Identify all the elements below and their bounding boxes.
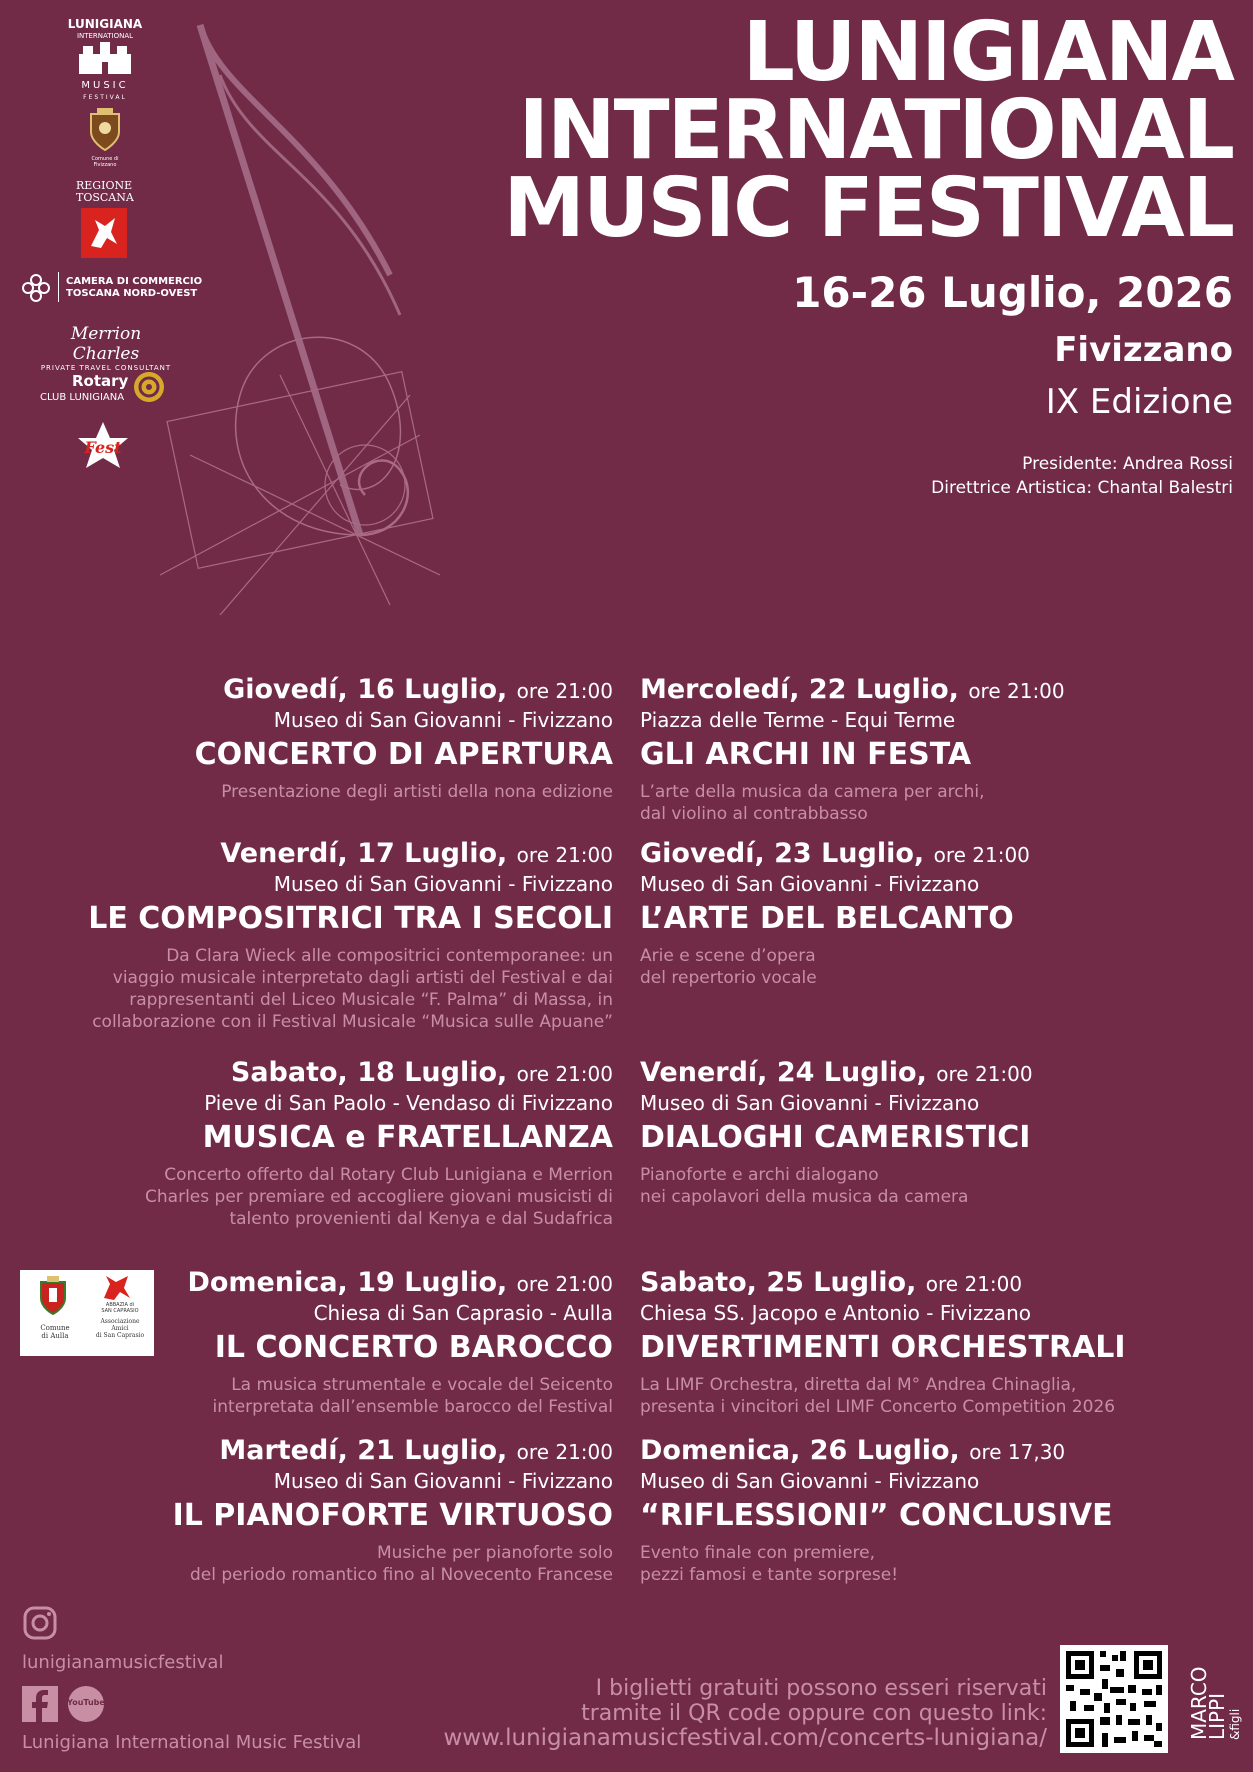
title-line-1: LUNIGIANA [742, 5, 1233, 100]
event-venue: Museo di San Giovanni - Fivizzano [640, 1091, 980, 1115]
event-title: DIALOGHI CAMERISTICI [640, 1120, 1031, 1155]
event-right-5 [640, 1435, 1240, 1586]
event-date: Venerdí, 24 Luglio, [640, 1057, 927, 1088]
pegasus-icon [81, 208, 127, 258]
festival-edition: IX Edizione [1045, 382, 1233, 422]
event-time: ore 21:00 [516, 1440, 613, 1464]
artistic-director: Direttrice Artistica: Chantal Balestri [931, 478, 1233, 498]
festival-dates: 16-26 Luglio, 2026 [792, 268, 1233, 317]
tickets-note: I biglietti gratuiti possono esseri riservati tramite il QR code oppure con questo link: www.lunigianamusicfestival.com/concerts-lunigiana/ [443, 1676, 1047, 1751]
event-right-1 [640, 674, 1240, 825]
event-date: Domenica, 26 Luglio, [640, 1435, 960, 1466]
facebook-icon[interactable] [22, 1686, 58, 1722]
title-line-3: MUSIC FESTIVAL [503, 161, 1233, 256]
event-date: Sabato, 18 Luglio, [230, 1057, 508, 1088]
festival-logo: LUNIGIANA INTERNATIONAL MUSIC FESTIVAL [67, 17, 143, 101]
festival-city: Fivizzano [1054, 330, 1233, 370]
event-title: IL PIANOFORTE VIRTUOSO [172, 1498, 613, 1533]
event-description: Evento finale con premiere, pezzi famosi e tante sorprese! [640, 1543, 899, 1585]
event-description: La LIMF Orchestra, diretta dal M° Andrea Chinaglia, presenta i vincitori del LIMF Concerto Competition 2026 [640, 1375, 1116, 1417]
event-description: Musiche per pianoforte solo del periodo romantico fino al Novecento Francese [189, 1543, 613, 1585]
instagram-icon[interactable] [22, 1605, 58, 1641]
event-date: Sabato, 25 Luglio, [640, 1267, 917, 1298]
event-time: ore 21:00 [936, 1062, 1033, 1086]
tickets-link[interactable]: www.lunigianamusicfestival.com/concerts-lunigiana/ [443, 1725, 1047, 1751]
regione-toscana-logo: REGIONE TOSCANA [76, 180, 132, 262]
event-venue: Museo di San Giovanni - Fivizzano [640, 872, 980, 896]
event-date: Giovedí, 23 Luglio, [640, 838, 925, 869]
event-description: Concerto offerto dal Rotary Club Lunigiana e Merrion Charles per premiare ed accogliere giovani musicisti di talento provenienti dal Kenya e dal Sudafrica [145, 1165, 613, 1229]
facebook-link[interactable] [22, 1686, 58, 1726]
event-venue: Pieve di San Paolo - Vendaso di Fivizzano [204, 1091, 613, 1115]
aulla-logos-box: Comune di Aulla ABBAZIA di SAN CAPRASIO Associazione Amici di San Caprasio [20, 1270, 154, 1356]
event-description: Arie e scene d’opera del repertorio vocale [640, 946, 817, 988]
event-date: Venerdí, 17 Luglio, [220, 838, 508, 869]
event-venue: Museo di San Giovanni - Fivizzano [273, 1469, 613, 1493]
event-left-5 [0, 1435, 613, 1586]
event-time: ore 17,30 [969, 1440, 1066, 1464]
event-time: ore 21:00 [516, 679, 613, 703]
event-right-3 [640, 1057, 1240, 1208]
event-description: Da Clara Wieck alle compositrici contemporanee: un viaggio musicale interpretato dagli artisti del Festival e dai rappresentanti del Liceo Musicale “F. Palma” di Massa, in collaborazione con il Festival Musicale “Musica sulle Apuane” [92, 946, 613, 1032]
title-line-2: INTERNATIONAL [518, 83, 1233, 178]
event-venue: Piazza delle Terme - Equi Terme [640, 708, 956, 732]
comune-fivizzano-logo: Comune di Fivizzano [82, 108, 128, 168]
festival-title [503, 5, 1233, 256]
event-description: La musica strumentale e vocale del Seicento interpretata dall’ensemble barocco del Festival [212, 1375, 613, 1417]
event-title: CONCERTO DI APERTURA [194, 737, 613, 772]
event-right-4 [640, 1267, 1240, 1418]
coat-of-arms-icon [87, 108, 123, 152]
event-title: IL CONCERTO BAROCCO [214, 1330, 613, 1365]
event-venue: Museo di San Giovanni - Fivizzano [273, 872, 613, 896]
instagram-handle[interactable]: lunigianamusicfestival [22, 1652, 224, 1673]
event-date: Giovedí, 16 Luglio, [223, 674, 508, 705]
qr-code[interactable] [1060, 1645, 1168, 1753]
facebook-page-name[interactable]: Lunigiana International Music Festival [22, 1732, 362, 1753]
flower-icon [20, 272, 52, 304]
event-venue: Museo di San Giovanni - Fivizzano [640, 1469, 980, 1493]
staff-credits [931, 452, 1233, 500]
event-title: L’ARTE DEL BELCANTO [640, 901, 1014, 936]
event-time: ore 21:00 [516, 1272, 613, 1296]
event-left-4 [0, 1267, 613, 1418]
event-title: GLI ARCHI IN FESTA [640, 737, 972, 772]
event-description: L’arte della musica da camera per archi, dal violino al contrabbasso [640, 782, 985, 824]
castle-icon [75, 42, 135, 76]
youtube-link[interactable]: YouTube [66, 1686, 106, 1726]
event-time: ore 21:00 [516, 843, 613, 867]
event-left-1 [0, 674, 613, 803]
event-time: ore 21:00 [968, 679, 1065, 703]
instagram-link[interactable] [22, 1605, 58, 1645]
designer-signature: MARCO LIPPI &figli [1187, 1666, 1242, 1740]
event-date: Mercoledí, 22 Luglio, [640, 674, 959, 705]
event-date: Domenica, 19 Luglio, [187, 1267, 508, 1298]
event-venue: Museo di San Giovanni - Fivizzano [273, 708, 613, 732]
event-right-2 [640, 838, 1240, 989]
event-date: Martedí, 21 Luglio, [219, 1435, 508, 1466]
event-title: “RIFLESSIONI” CONCLUSIVE [640, 1498, 1113, 1533]
rotary-wheel-icon [132, 370, 166, 404]
event-title: MUSICA e FRATELLANZA [202, 1120, 613, 1155]
event-venue: Chiesa SS. Jacopo e Antonio - Fivizzano [640, 1301, 1031, 1325]
fest-logo: Fest [70, 420, 136, 472]
music-note-graphic [160, 15, 460, 615]
event-description: Presentazione degli artisti della nona edizione [221, 782, 613, 802]
event-title: LE COMPOSITRICI TRA I SECOLI [88, 901, 613, 936]
president: Presidente: Andrea Rossi [1022, 454, 1233, 474]
event-title: DIVERTIMENTI ORCHESTRALI [640, 1330, 1126, 1365]
merrion-charles-logo: Merrion Charles PRIVATE TRAVEL CONSULTANT [40, 324, 172, 372]
event-description: Pianoforte e archi dialogano nei capolavori della musica da camera [640, 1165, 969, 1207]
event-left-3 [0, 1057, 613, 1230]
event-time: ore 21:00 [925, 1272, 1023, 1296]
event-venue: Chiesa di San Caprasio - Aulla [313, 1301, 613, 1325]
event-time: ore 21:00 [933, 843, 1030, 867]
event-left-2 [0, 838, 613, 1033]
event-time: ore 21:00 [516, 1062, 613, 1086]
